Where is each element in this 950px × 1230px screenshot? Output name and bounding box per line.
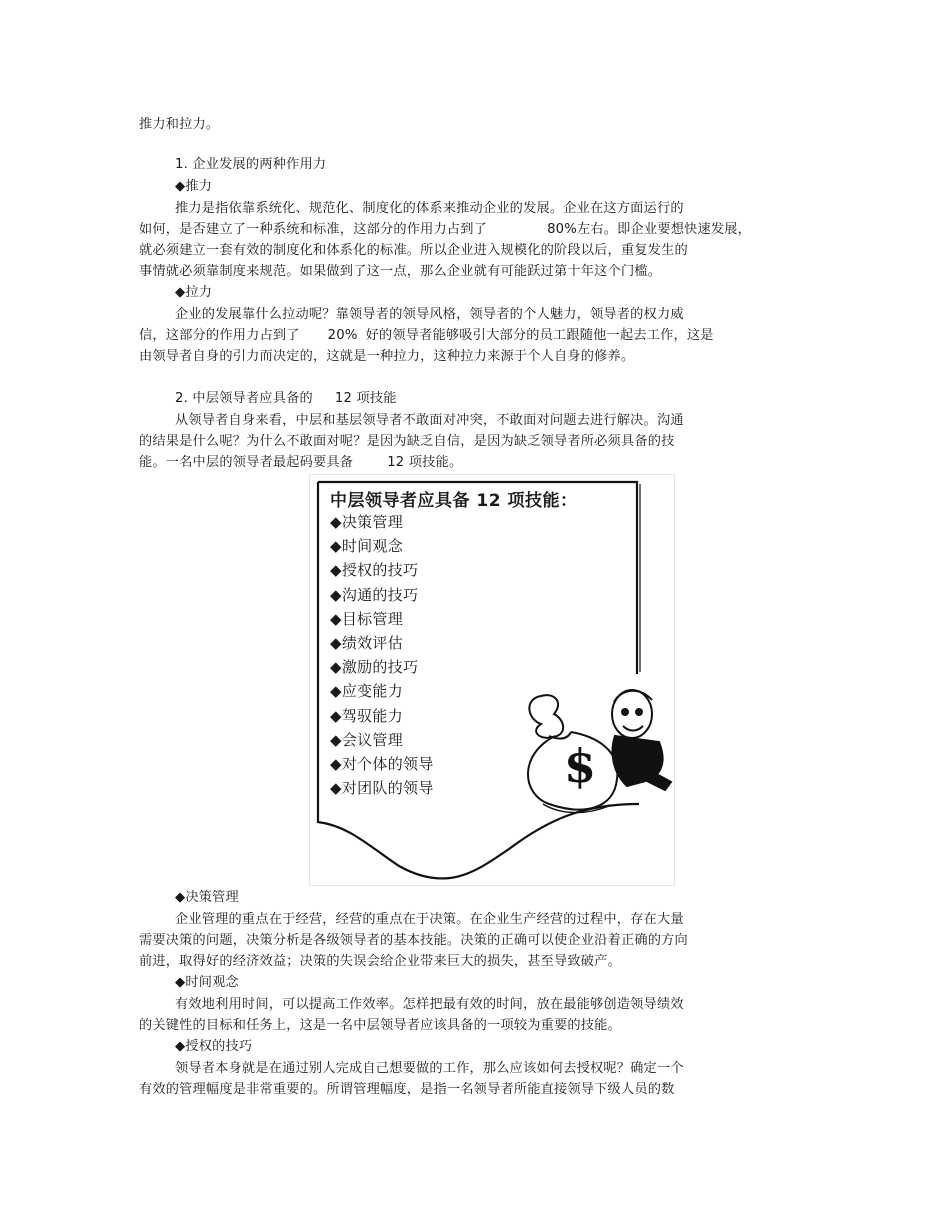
skill-item: ◆沟通的技巧 xyxy=(330,585,419,604)
skill-item: ◆驾驭能力 xyxy=(330,706,404,725)
text-span: 如何，是否建立了一种系统和标准，这部分的作用力占到了 xyxy=(139,222,488,237)
skill-item: ◆目标管理 xyxy=(330,609,404,628)
skill-item: ◆决策管理 xyxy=(330,513,404,531)
text-line: 有效地利用时间，可以提高工作效率。怎样把最有效的时间，放在最能够创造领导绩效 xyxy=(175,997,684,1012)
text-line: 领导者本身就是在通过别人完成自己想要做的工作，那么应该如何去授权呢？确定一个 xyxy=(175,1061,684,1076)
skill-item: ◆绩效评估 xyxy=(330,634,404,652)
subheading: ◆授权的技巧 xyxy=(175,1039,253,1054)
text-line xyxy=(139,327,714,345)
skill-item: ◆授权的技巧 xyxy=(330,561,419,580)
text-line: 企业的发展靠什么拉动呢？靠领导者的领导风格，领导者的个人魅力，领导者的权力威 xyxy=(175,307,684,322)
text-line: 推力和拉力。 xyxy=(139,117,220,132)
text-span: 12 项技能。 xyxy=(387,455,463,470)
figure-title: 中层领导者应具备 12 项技能： xyxy=(330,491,578,511)
text-line: 的关键性的目标和任务上，这是一名中层领导者应该具备的一项较为重要的技能。 xyxy=(139,1018,621,1033)
text-line: 的结果是什么呢？为什么不敢面对呢？是因为缺乏自信，是因为缺乏领导者所必须具备的技 xyxy=(139,434,675,449)
text-span: 能。一名中层的领导者最起码要具备 xyxy=(139,455,354,470)
text-line xyxy=(139,221,751,239)
skill-item: ◆应变能力 xyxy=(330,682,404,701)
text-line xyxy=(139,454,462,472)
skill-item: ◆激励的技巧 xyxy=(330,658,419,677)
section-heading xyxy=(175,390,397,408)
text-span: 80%左右。即企业要想快速发展， xyxy=(547,222,752,237)
text-line: 从领导者自身来看，中层和基层领导者不敢面对冲突，不敢面对问题去进行解决。沟通 xyxy=(175,413,684,428)
subheading: ◆拉力 xyxy=(175,285,213,300)
skills-figure xyxy=(309,474,675,886)
skill-item: ◆对团队的领导 xyxy=(330,779,434,798)
text-line: 由领导者自身的引力而决定的，这就是一种拉力，这种拉力来源于个人自身的修养。 xyxy=(139,349,635,364)
text-line: 就必须建立一套有效的制度化和体系化的标准。所以企业进入规模化的阶段以后，重复发生的 xyxy=(139,243,688,258)
section-heading: 1. 企业发展的两种作用力 xyxy=(175,157,327,172)
text-line: 有效的管理幅度是非常重要的。所谓管理幅度，是指一名领导者所能直接领导下级人员的数 xyxy=(139,1082,675,1097)
text-span: 好的领导者能够吸引大部分的员工跟随他一起去工作，这是 xyxy=(365,328,714,343)
text-line: 前进，取得好的经济效益；决策的失误会给企业带来巨大的损失，甚至导致破产。 xyxy=(139,954,621,969)
text-line: 事情就必须靠制度来规范。如果做到了这一点，那么企业就有可能跃过第十年这个门槛。 xyxy=(139,264,662,279)
cartoon-man-icon xyxy=(612,690,671,790)
skill-item: ◆会议管理 xyxy=(330,730,404,749)
text-line: 需要决策的问题，决策分析是各级领导者的基本技能。决策的正确可以使企业沿着正确的方向 xyxy=(139,933,688,948)
skill-item: ◆对个体的领导 xyxy=(330,755,434,773)
text-span: 2. 中层领导者应具备的 xyxy=(175,391,313,406)
text-span: 12 项技能 xyxy=(334,391,397,406)
subheading: ◆决策管理 xyxy=(175,890,239,905)
text-line: 企业管理的重点在于经营，经营的重点在于决策。在企业生产经营的过程中，存在大量 xyxy=(175,912,684,927)
skill-item: ◆时间观念 xyxy=(330,537,404,556)
subheading: ◆推力 xyxy=(175,179,213,194)
text-line: 推力是指依靠系统化、规范化、制度化的体系来推动企业的发展。企业在这方面运行的 xyxy=(175,201,684,216)
dollar-sign: $ xyxy=(564,739,597,793)
subheading: ◆时间观念 xyxy=(175,975,239,990)
text-span: 信，这部分的作用力占到了 xyxy=(139,328,300,343)
text-span: 20% xyxy=(327,328,358,343)
